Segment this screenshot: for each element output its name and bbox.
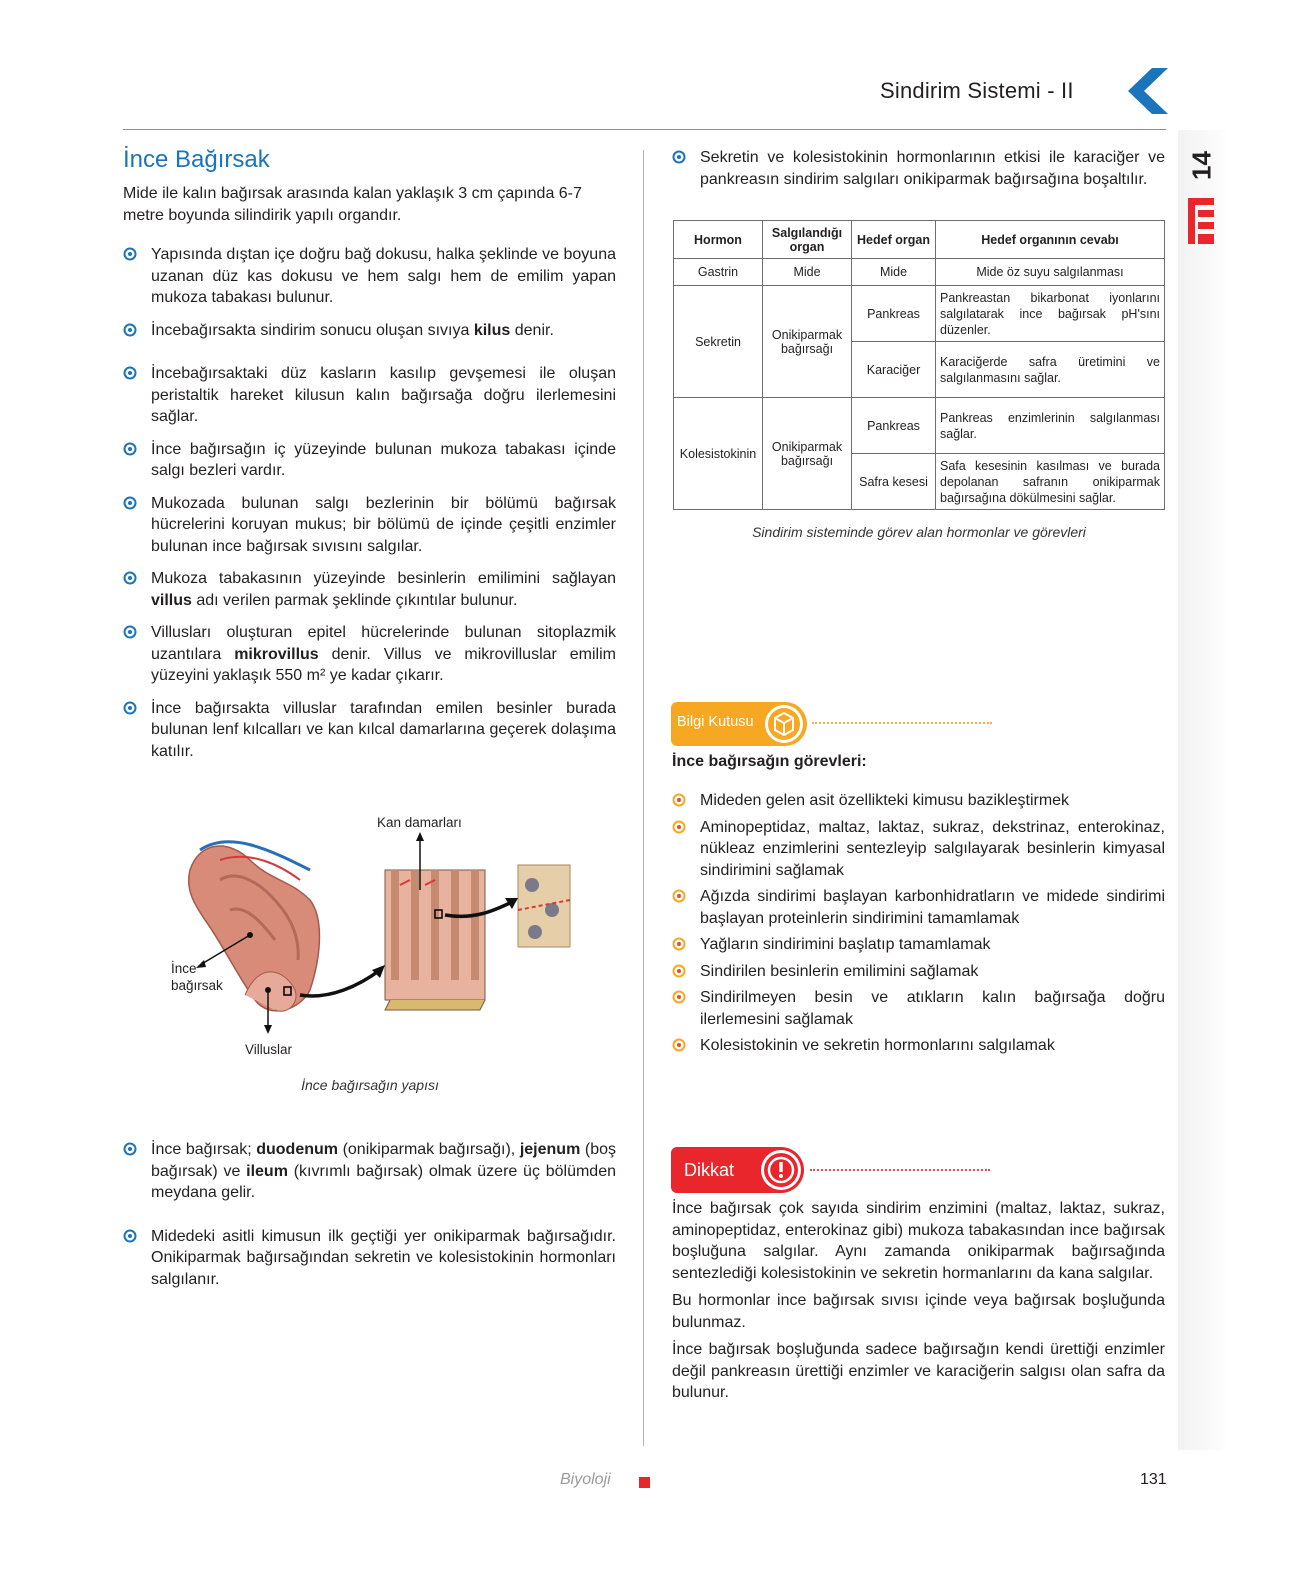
orange-target-bullet-icon [672, 793, 686, 807]
table-row [674, 398, 1165, 454]
figure-label-villi: Villuslar [245, 1042, 293, 1057]
list-item: Mideden gelen asit özellikteki kimusu bazikleştirmek [672, 790, 1165, 812]
table-cell: Karaciğer [852, 342, 936, 398]
warning-paragraph: İnce bağırsak boşluğunda sadece bağırsağın kendi ürettiği enzimler değil pankreasın ürettiği enzimler ve karaciğerin salgısı olan safra da bulunur. [672, 1341, 1165, 1401]
target-bullet-icon [123, 1229, 137, 1243]
hormone-table-container [673, 220, 1165, 510]
table-caption: Sindirim sisteminde görev alan hormonlar ve görevleri [752, 524, 1086, 540]
list-item: Yağların sindirimini başlatıp tamamlamak [672, 934, 1165, 956]
list-item: İncebağırsaktaki düz kasların kasılıp gevşemesi ile oluşan peristaltik hareket kilusun kalın bağırsağa doğru ilerlemesini sağlar. [123, 363, 616, 428]
table-cell: Safa kesesinin kasılması ve burada depolanan safranın onikiparmak bağırsağına dökülmesini sağlar. [936, 454, 1165, 510]
small-intestine-illustration [160, 810, 590, 1070]
table-header: Hedef organının cevabı [936, 221, 1165, 259]
info-box-title: İnce bağırsağın görevleri: [672, 753, 867, 770]
table-cell: Gastrin [674, 259, 763, 286]
section-title: İnce Bağırsak [123, 146, 270, 173]
table-cell: Pankreas [852, 286, 936, 342]
table-cell: Kolesistokinin [674, 398, 763, 510]
orange-target-bullet-icon [672, 964, 686, 978]
figure-label-small-intestine-line2: bağırsak [171, 978, 223, 993]
chevron-left-icon [1128, 68, 1168, 114]
left-bottom-bullet-list [123, 1139, 616, 1290]
info-box-list [672, 790, 1165, 1057]
target-bullet-icon [123, 571, 137, 585]
unit-sidebar [1178, 130, 1228, 1450]
table-cell: Pankreastan bikarbonat iyonlarını salgılatarak ince bağırsak pH'sını düzenler. [936, 286, 1165, 342]
table-cell: Pankreas enzimlerinin salgılanması sağlar. [936, 398, 1165, 454]
figure-label-blood-vessels: Kan damarları [377, 815, 462, 830]
list-item: İncebağırsakta sindirim sonucu oluşan sıvıya kilus denir. [123, 320, 616, 342]
table-cell: Sekretin [674, 286, 763, 398]
list-item: Sindirilen besinlerin emilimini sağlamak [672, 961, 1165, 983]
publisher-logo-icon [1186, 196, 1216, 246]
orange-target-bullet-icon [672, 889, 686, 903]
header-divider [123, 129, 1166, 130]
orange-target-bullet-icon [672, 990, 686, 1004]
list-item: Mukoza tabakasının yüzeyinde besinlerin emilimini sağlayan villus adı verilen parmak şeklinde çıkıntılar bulunur. [123, 568, 616, 611]
warning-box-body [672, 1198, 1165, 1410]
list-item: Aminopeptidaz, maltaz, laktaz, sukraz, dekstrinaz, enterokinaz, nükleaz enzimlerini sentezleyip salgılayarak besinlerin kimyasal sindirimini sağlamak [672, 817, 1165, 882]
table-row [674, 286, 1165, 342]
orange-target-bullet-icon [672, 937, 686, 951]
info-box-badge-label: Bilgi Kutusu [677, 714, 754, 730]
table-cell: Karaciğerde safra üretimini ve salgılanmasını sağlar. [936, 342, 1165, 398]
right-top-bullet [672, 147, 1165, 190]
orange-target-bullet-icon [672, 820, 686, 834]
list-item: İnce bağırsak; duodenum (onikiparmak bağırsağı), jejenum (boş bağırsak) ve ileum (kıvrımlı bağırsak) olmak üzere üç bölümden meydana gelir. [123, 1139, 616, 1204]
table-cell: Safra kesesi [852, 454, 936, 510]
table-cell: Onikiparmak bağırsağı [763, 286, 852, 398]
target-bullet-icon [123, 442, 137, 456]
target-bullet-icon [123, 247, 137, 261]
target-bullet-icon [123, 1142, 137, 1156]
list-item: İnce bağırsağın iç yüzeyinde bulunan mukoza tabakası içinde salgı bezleri vardır. [123, 439, 616, 482]
warning-paragraph: İnce bağırsak çok sayıda sindirim enzimini (maltaz, laktaz, sukraz, aminopeptidaz, enterokinaz gibi) mukoza tabakasından ince bağırsak boşluğuna salgılar. Aynı zamanda onikiparmak bağırsağında sentezlediği kolesistokinin ve sekretin hormanlarını da kana salgılar. [672, 1200, 1165, 1282]
info-box-dotted-rule [812, 722, 992, 724]
hormone-table [673, 220, 1165, 510]
page-number: 131 [1140, 1471, 1167, 1488]
figure-label-small-intestine-line1: İnce [171, 961, 197, 976]
warning-box-badge-label: Dikkat [684, 1160, 735, 1180]
target-bullet-icon [123, 625, 137, 639]
table-cell: Mide [852, 259, 936, 286]
list-item: Sekretin ve kolesistokinin hormonlarının etkisi ile karaciğer ve pankreasın sindirim salgıları onikiparmak bağırsağına boşaltılır. [672, 147, 1165, 190]
warning-paragraph: Bu hormonlar ince bağırsak sıvısı içinde veya bağırsak boşluğunda bulunmaz. [672, 1292, 1165, 1331]
target-bullet-icon [123, 366, 137, 380]
table-header: Hormon [674, 221, 763, 259]
figure-caption: İnce bağırsağın yapısı [301, 1077, 439, 1093]
target-bullet-icon [123, 496, 137, 510]
left-bullet-list [123, 244, 616, 762]
table-cell: Onikiparmak bağırsağı [763, 398, 852, 510]
list-item: Mukozada bulunan salgı bezlerinin bir bölümü bağırsak hücrelerini koruyan mukus; bir bölümü de içinde çeşitli enzimler bulunan ince bağırsak sıvısını salgılar. [123, 493, 616, 558]
list-item: Ağızda sindirimi başlayan karbonhidratların ve midede sindirimi başlayan proteinlerin sindirimini tamamlamak [672, 886, 1165, 929]
list-item: Midedeki asitli kimusun ilk geçtiği yer onikiparmak bağırsağıdır. Onikiparmak bağırsağından sekretin ve kolesistokinin hormonları salgılanır. [123, 1226, 616, 1291]
table-row [674, 259, 1165, 286]
table-cell: Pankreas [852, 398, 936, 454]
chapter-title: Sindirim Sistemi - II [880, 78, 1074, 103]
list-item: Kolesistokinin ve sekretin hormonlarını salgılamak [672, 1035, 1165, 1057]
orange-target-bullet-icon [672, 1038, 686, 1052]
table-cell: Mide öz suyu salgılanması [936, 259, 1165, 286]
table-header-row [674, 221, 1165, 259]
list-item: Villusları oluşturan epitel hücrelerinde bulunan sitoplazmik uzantılara mikrovillus denir. Villus ve mikrovilluslar emilim yüzeyini yaklaşık 550 m² ye kadar çıkarır. [123, 622, 616, 687]
target-bullet-icon [123, 701, 137, 715]
footer-square-icon [639, 1477, 650, 1488]
list-item: Sindirilmeyen besin ve atıkların kalın bağırsağa doğru ilerlemesini sağlamak [672, 987, 1165, 1030]
list-item: Yapısında dıştan içe doğru bağ dokusu, halka şeklinde ve boyuna uzanan düz kas dokusu ve hem salgı hem de emilim yapan mukoza tabakası bulunur. [123, 244, 616, 309]
table-header: Hedef organ [852, 221, 936, 259]
warning-box-dotted-rule [810, 1169, 990, 1171]
list-item: İnce bağırsakta villuslar tarafından emilen besinler burada bulunan lenf kılcalları ve kan kılcal damarlarına geçerek dolaşıma katılır. [123, 698, 616, 763]
target-bullet-icon [123, 323, 137, 337]
table-header: Salgılandığı organ [763, 221, 852, 259]
target-bullet-icon [672, 150, 686, 164]
intro-paragraph: Mide ile kalın bağırsak arasında kalan yaklaşık 3 cm çapında 6-7 metre boyunda silindirik yapılı organdır. [123, 185, 582, 224]
table-cell: Mide [763, 259, 852, 286]
unit-number: 14 [1186, 151, 1217, 180]
footer-subject: Biyoloji [560, 1471, 611, 1488]
column-divider [643, 150, 644, 1446]
